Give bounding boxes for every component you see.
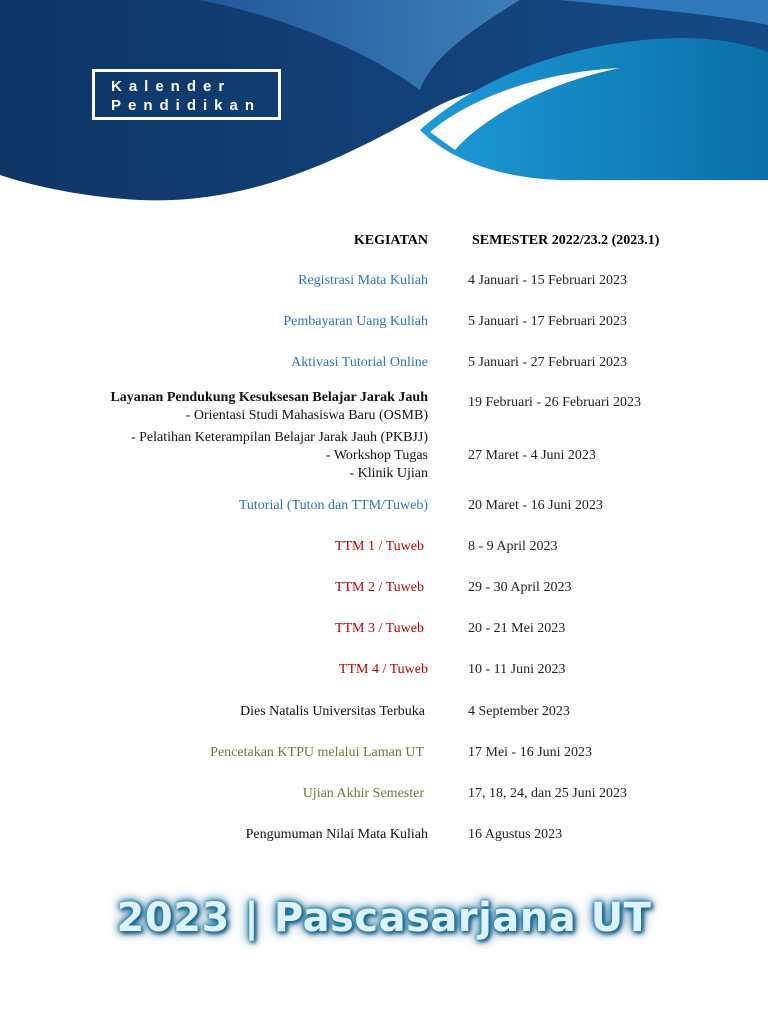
activity-date: 17, 18, 24, dan 25 Juni 2023 [468, 786, 628, 801]
activity-date: 4 Januari - 15 Februari 2023 [468, 273, 628, 288]
column-header-kegiatan: KEGIATAN [353, 233, 428, 248]
activity-label: TTM 3 / Tuweb [334, 621, 424, 636]
pkbjj-item: - Pelatihan Keterampilan Belajar Jarak Jauh (PKBJJ) [130, 430, 428, 445]
footer-title: 2023 | Pascasarjana UT [116, 895, 652, 941]
activity-date: 20 Maret - 16 Juni 2023 [468, 498, 603, 513]
support-services-group [110, 389, 428, 425]
activity-label: Dies Natalis Universitas Terbuka [240, 704, 425, 719]
activity-date: 19 Februari - 26 Februari 2023 [468, 395, 642, 410]
activity-label: Registrasi Mata Kuliah [298, 273, 428, 288]
activity-date: 29 - 30 April 2023 [468, 580, 572, 595]
activity-label: TTM 1 / Tuweb [334, 539, 424, 554]
pkbjj-group [131, 429, 428, 483]
activity-label: Aktivasi Tutorial Online [291, 355, 428, 370]
activity-label: TTM 4 / Tuweb [338, 662, 428, 677]
title-line-1: Kalender [111, 78, 232, 95]
support-services-heading: Layanan Pendukung Kesuksesan Belajar Jarak Jauh [110, 390, 428, 405]
activity-label: Pengumuman Nilai Mata Kuliah [245, 827, 428, 842]
activity-label: TTM 2 / Tuweb [334, 580, 424, 595]
workshop-item: - Workshop Tugas [325, 448, 428, 463]
activity-date: 17 Mei - 16 Juni 2023 [468, 745, 593, 760]
activity-label: Pencetakan KTPU melalui Laman UT [210, 745, 424, 760]
activity-date: 20 - 21 Mei 2023 [468, 621, 566, 636]
column-header-semester: SEMESTER 2022/23.2 (2023.1) [472, 233, 660, 248]
activity-date: 5 Januari - 17 Februari 2023 [468, 314, 628, 329]
klinik-item: - Klinik Ujian [349, 466, 428, 481]
activity-label: Pembayaran Uang Kuliah [283, 314, 428, 329]
activity-date: 5 Januari - 27 Februari 2023 [468, 355, 628, 370]
osmb-item: - Orientasi Studi Mahasiswa Baru (OSMB) [185, 408, 428, 423]
title-line-2: Pendidikan [111, 97, 262, 114]
activity-date: 4 September 2023 [468, 704, 570, 719]
activity-label: Tutorial (Tuton dan TTM/Tuweb) [238, 498, 428, 513]
calendar-title-box [92, 69, 281, 120]
activity-date: 27 Maret - 4 Juni 2023 [468, 448, 596, 463]
activity-label: Ujian Akhir Semester [302, 786, 424, 801]
activity-date: 10 - 11 Juni 2023 [468, 662, 566, 677]
activity-date: 8 - 9 April 2023 [468, 539, 558, 554]
activity-date: 16 Agustus 2023 [468, 827, 563, 842]
